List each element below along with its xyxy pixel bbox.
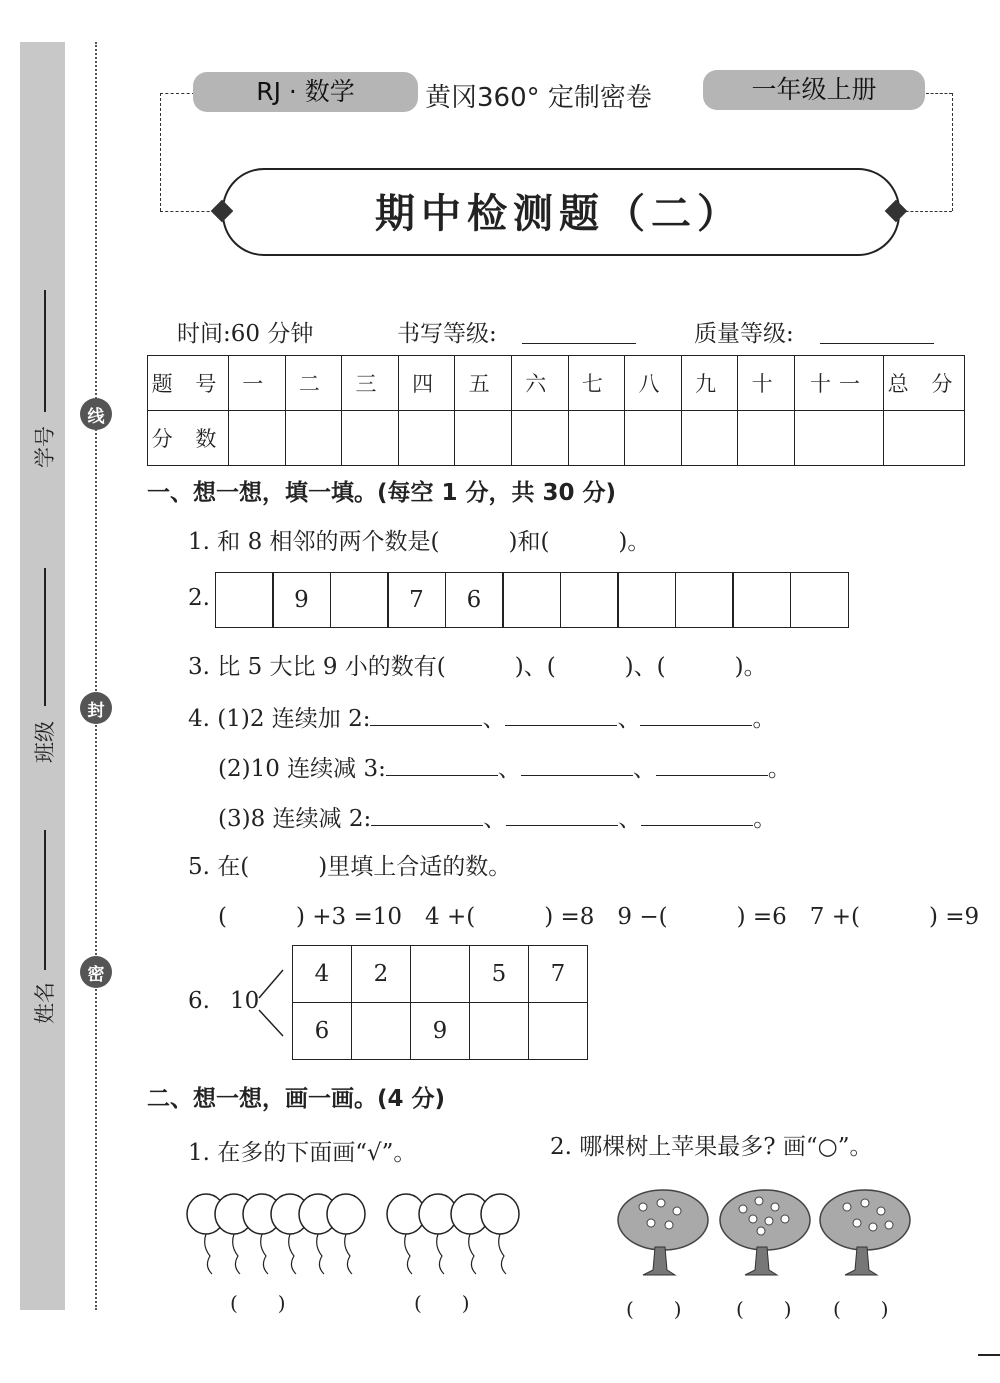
sequence-box[interactable]	[675, 572, 734, 628]
grade-pill: 一年级上册	[703, 70, 925, 110]
question-1-6-label: 6.	[188, 988, 210, 1014]
answer-blank[interactable]	[371, 805, 483, 826]
tree-icon	[618, 1190, 708, 1275]
score-cell: 四	[398, 356, 455, 411]
answer-blank[interactable]	[505, 705, 617, 726]
sequence-box: 9	[272, 572, 331, 628]
question-1-4-1: 4. (1)2 连续加 2: 、 、 。	[188, 706, 776, 732]
score-cell: 十	[738, 356, 795, 411]
seal-mi: 密	[80, 956, 112, 988]
label-class: 班级	[33, 721, 57, 763]
grid-cell[interactable]	[529, 1003, 588, 1060]
header-dash-left	[160, 93, 195, 94]
grid-cell[interactable]	[411, 946, 470, 1003]
question-1-4-2: (2)10 连续减 3: 、 、 。	[218, 756, 791, 782]
answer-blank[interactable]	[521, 755, 633, 776]
sequence-box[interactable]	[502, 572, 561, 628]
exam-time: 时间:60 分钟	[177, 321, 314, 347]
sequence-box[interactable]	[560, 572, 619, 628]
number-sequence-boxes	[216, 572, 849, 628]
score-blank-cell[interactable]	[285, 411, 342, 466]
score-blank-cell[interactable]	[884, 411, 965, 466]
score-cell: 题 号	[148, 356, 229, 411]
tree-icon	[720, 1190, 810, 1275]
question-1-4-1-text: 4. (1)2 连续加 2:	[188, 706, 371, 732]
question-1-4-3-text: (3)8 连续减 2:	[218, 806, 372, 832]
answer-blank[interactable]	[506, 805, 618, 826]
binding-strip	[20, 42, 65, 1310]
score-cell: 二	[285, 356, 342, 411]
answer-paren-balloons-six[interactable]: ( )	[230, 1291, 286, 1315]
label-name: 姓名	[33, 982, 57, 1024]
score-blank-cell[interactable]	[511, 411, 568, 466]
sequence-box[interactable]	[617, 572, 676, 628]
name-line	[44, 830, 46, 970]
subject-pill: RJ · 数学	[193, 72, 418, 112]
score-row-label: 分 数	[148, 411, 229, 466]
sequence-box: 7	[387, 572, 446, 628]
answer-blank[interactable]	[641, 805, 753, 826]
score-cell: 三	[342, 356, 399, 411]
score-cell: 七	[568, 356, 625, 411]
score-blank-cell[interactable]	[342, 411, 399, 466]
quality-grade-label: 质量等级:	[694, 321, 794, 347]
score-cell: 八	[625, 356, 682, 411]
question-1-4-3: (3)8 连续减 2: 、 、 。	[218, 806, 777, 832]
question-1-5-equations: ( ) +3 =10 4 +( ) =8 9 −( ) =6 7 +( ) =9	[218, 904, 980, 930]
question-1-3: 3. 比 5 大比 9 小的数有( )、( )、( )。	[188, 654, 767, 680]
sequence-box: 6	[445, 572, 504, 628]
score-blank-cell[interactable]	[795, 411, 884, 466]
header-dash-right	[926, 93, 952, 94]
page-title: 期中检测题（二）	[375, 190, 743, 237]
page-edge-mark	[978, 1354, 1000, 1356]
answer-blank[interactable]	[370, 705, 482, 726]
section1-heading: 一、想一想，填一填。(每空 1 分，共 30 分)	[147, 480, 617, 506]
score-table-header-row	[148, 356, 965, 411]
score-cell: 总 分	[884, 356, 965, 411]
question-1-4-2-text: (2)10 连续减 3:	[218, 756, 386, 782]
answer-blank[interactable]	[656, 755, 768, 776]
score-blank-cell[interactable]	[568, 411, 625, 466]
writing-grade-label: 书写等级:	[397, 321, 497, 347]
label-student-id: 学号	[33, 426, 57, 468]
score-blank-cell[interactable]	[681, 411, 738, 466]
grid-cell: 7	[529, 946, 588, 1003]
seal-feng: 封	[80, 692, 112, 724]
split-lines	[255, 966, 295, 1042]
score-table	[147, 355, 965, 466]
grid-cell[interactable]	[352, 1003, 411, 1060]
score-cell: 十一	[795, 356, 884, 411]
sequence-box[interactable]	[732, 572, 791, 628]
header-dash-left-v	[160, 93, 161, 211]
binding-dotted-line	[95, 42, 97, 1310]
header-dash-right-v	[952, 93, 953, 211]
score-blank-cell[interactable]	[625, 411, 682, 466]
decomposition-row-bottom	[293, 1003, 588, 1060]
series-name: 黄冈360° 定制密卷	[425, 83, 652, 113]
writing-grade-blank[interactable]	[522, 343, 636, 344]
answer-paren-tree-2[interactable]: ( )	[736, 1297, 792, 1321]
decomposition-grid	[292, 945, 588, 1060]
score-blank-cell[interactable]	[398, 411, 455, 466]
answer-blank[interactable]	[640, 705, 752, 726]
grid-cell[interactable]	[470, 1003, 529, 1060]
score-cell: 一	[229, 356, 286, 411]
answer-blank[interactable]	[386, 755, 498, 776]
sequence-box[interactable]	[330, 572, 389, 628]
grid-cell: 4	[293, 946, 352, 1003]
score-cell: 六	[511, 356, 568, 411]
score-blank-cell[interactable]	[455, 411, 512, 466]
score-blank-cell[interactable]	[738, 411, 795, 466]
answer-paren-tree-1[interactable]: ( )	[626, 1297, 682, 1321]
question-1-5: 5. 在( )里填上合适的数。	[188, 854, 512, 880]
score-cell: 九	[681, 356, 738, 411]
question-1-1: 1. 和 8 相邻的两个数是( )和( )。	[188, 529, 651, 555]
question-2-1: 1. 在多的下面画“√”。	[188, 1140, 417, 1166]
score-cell: 五	[455, 356, 512, 411]
score-table-score-row	[148, 411, 965, 466]
grid-cell: 5	[470, 946, 529, 1003]
answer-paren-tree-3[interactable]: ( )	[833, 1297, 889, 1321]
balloons-group-six	[186, 1192, 371, 1282]
sequence-box[interactable]	[790, 572, 849, 628]
section2-heading: 二、想一想，画一画。(4 分)	[147, 1086, 446, 1112]
seal-xian: 线	[80, 398, 112, 430]
apple-trees	[615, 1185, 915, 1280]
student-id-line	[44, 290, 46, 412]
question-1-6-number: 10	[230, 988, 260, 1014]
score-blank-cell[interactable]	[229, 411, 286, 466]
class-line	[44, 568, 46, 706]
tree-icon	[820, 1190, 910, 1275]
grid-cell: 9	[411, 1003, 470, 1060]
question-2-2: 2. 哪棵树上苹果最多? 画“○”。	[550, 1134, 873, 1160]
balloons-group-four	[386, 1192, 521, 1282]
grid-cell: 6	[293, 1003, 352, 1060]
answer-paren-balloons-four[interactable]: ( )	[414, 1291, 470, 1315]
sequence-box[interactable]	[215, 572, 274, 628]
decomposition-row-top	[293, 946, 588, 1003]
quality-grade-blank[interactable]	[820, 343, 934, 344]
question-1-2-label: 2.	[188, 585, 210, 611]
grid-cell: 2	[352, 946, 411, 1003]
